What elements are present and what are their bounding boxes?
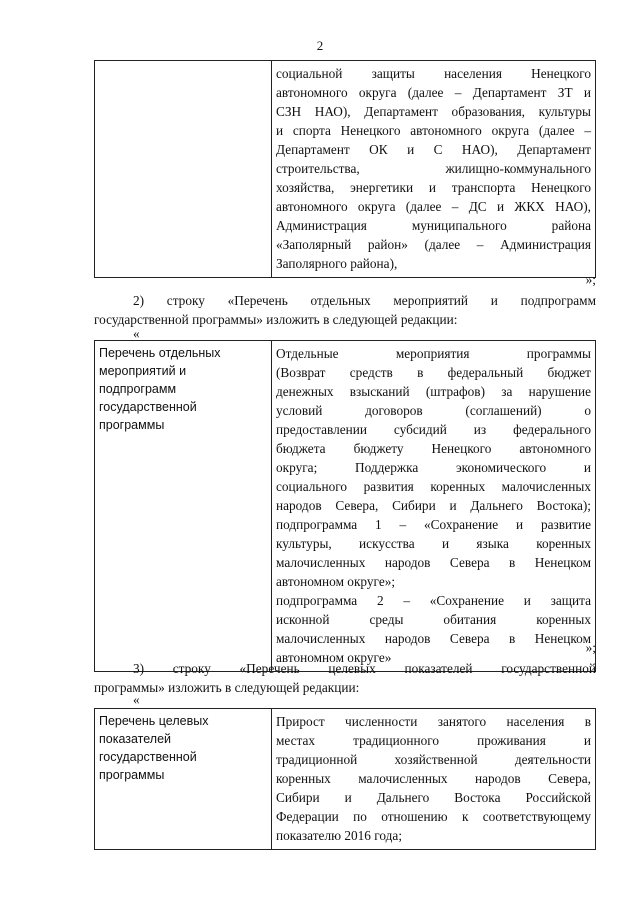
text-line: государственной (99, 400, 197, 414)
text-line: показателю 2016 года; (276, 828, 403, 843)
text-line: народов Севера, Сибири и Дальнего Востока); (276, 498, 591, 513)
text-line: условий договоров (соглашений) о (276, 403, 591, 418)
text-line: предоставлении субсидий из федерального (276, 422, 591, 437)
text-line: Отдельные мероприятия программы (276, 346, 591, 361)
text-line: традиционной хозяйственной деятельности (276, 752, 591, 767)
text-line: автономного округа (далее – ДС и ЖКХ НАО), (276, 199, 591, 214)
text-line: (Возврат средств в федеральный бюджет (276, 365, 591, 380)
text-line: хозяйства, энергетики и транспорта Ненецкого (276, 180, 591, 195)
text-line: автономного округа (далее – Департамент ЗТ и (276, 85, 591, 100)
text-line: Перечень целевых (99, 714, 209, 728)
closing-quote: »; (585, 272, 596, 287)
text-line: Перечень отдельных (99, 346, 221, 360)
text-line: подпрограмма 2 – «Сохранение и защита (276, 593, 591, 608)
paragraph-item-3 (94, 659, 596, 697)
text-line: местах традиционного проживания и (276, 733, 591, 748)
text-line: строительства, жилищно-коммунального (276, 161, 591, 176)
text-line: программы (99, 418, 165, 432)
text-line: автономном округе» (276, 650, 392, 665)
paragraph-item-2 (94, 291, 596, 329)
table-right-cell (272, 709, 596, 850)
text-line: Прирост численности занятого населения в (276, 714, 591, 729)
table-left-cell (95, 341, 272, 672)
text-line: малочисленных народов Севера в Ненецком (276, 555, 591, 570)
text-line: округа; Поддержка экономического и (276, 460, 591, 475)
text-line: подпрограмм (99, 382, 177, 396)
table-right-cell (272, 61, 596, 278)
text-line: денежных взысканий (штрафов) за нарушение (276, 384, 591, 399)
opening-quote: « (133, 326, 140, 341)
text-line: программы» изложить в следующей редакции: (94, 680, 360, 695)
page-number: 2 (316, 38, 324, 53)
text-line: «Заполярный район» (далее – Администрация (276, 237, 591, 252)
text-line: малочисленных народов Севера в Ненецком (276, 631, 591, 646)
text-line: исконной среды обитания коренных (276, 612, 591, 627)
text-line: мероприятий и (99, 364, 187, 378)
text-line: 2) строку «Перечень отдельных мероприятий и подпрограмм (133, 293, 596, 308)
text-line: СЗН НАО), Департамент образования, культуры (276, 104, 591, 119)
text-line: Департамент ОК и С НАО), Департамент (276, 142, 591, 157)
text-line: показателей (99, 732, 172, 746)
text-line: Администрация муниципального района (276, 218, 591, 233)
text-line: Заполярного района), (276, 256, 398, 271)
text-line: подпрограмма 1 – «Сохранение и развитие (276, 517, 591, 532)
table-events-subprograms (94, 340, 596, 672)
text-line: Сибири и Дальнего Востока Российской (276, 790, 591, 805)
text-line: бюджета бюджету Ненецкого автономного (276, 441, 591, 456)
text-line: социального развития коренных малочисленных (276, 479, 591, 494)
table-left-cell (95, 709, 272, 850)
text-line: 3) строку «Перечень целевых показателей государственной (133, 661, 596, 676)
text-line: государственной программы» изложить в следующей редакции: (94, 312, 458, 327)
text-line: программы (99, 768, 165, 782)
opening-quote: « (133, 692, 140, 707)
table-right-cell (272, 341, 596, 672)
text-line: коренных малочисленных народов Севера, (276, 771, 591, 786)
table-continuation (94, 60, 596, 278)
text-line: Федерации по отношению к соответствующему (276, 809, 591, 824)
table-left-cell-empty (95, 61, 272, 278)
text-line: автономном округе»; (276, 574, 396, 589)
text-line: культуры, искусства и языка коренных (276, 536, 591, 551)
text-line: государственной (99, 750, 197, 764)
text-line: социальной защиты населения Ненецкого (276, 66, 591, 81)
text-line: и спорта Ненецкого автономного округа (далее – (276, 123, 591, 138)
closing-quote: »; (585, 640, 596, 655)
table-target-indicators (94, 708, 596, 850)
